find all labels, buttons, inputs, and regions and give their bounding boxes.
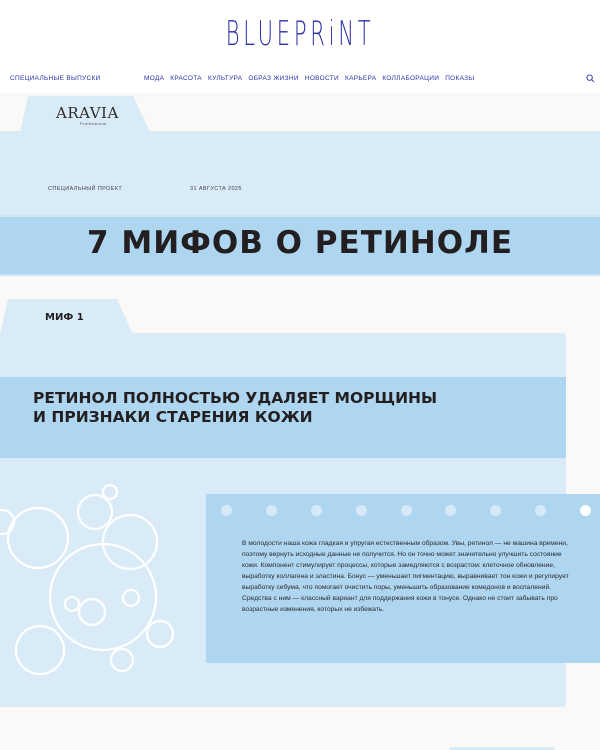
dot [221, 505, 232, 516]
myth-heading: РЕТИНОЛ ПОЛНОСТЬЮ УДАЛЯЕТ МОРЩИНЫ И ПРИЗНАКИ СТАРЕНИЯ КОЖИ [33, 389, 438, 426]
nav-item-career[interactable]: КАРЬЕРА [344, 75, 377, 82]
dot [266, 505, 277, 516]
nav-item-fashion[interactable]: МОДА [144, 75, 165, 82]
site-header [0, 0, 600, 93]
article-date: 31 АВГУСТА 2025 [190, 186, 242, 192]
nav-item-beauty[interactable]: КРАСОТА [170, 75, 202, 82]
nav-item-shows[interactable]: ПОКАЗЫ [445, 75, 475, 82]
site-logo[interactable]: BLUEPRiNT [225, 14, 375, 54]
nav-item-collaborations[interactable]: КОЛЛАБОРАЦИИ [382, 75, 440, 82]
nav-item-news[interactable]: НОВОСТИ [304, 75, 339, 82]
article-category: СПЕЦИАЛЬНЫЙ ПРОЕКТ [48, 186, 123, 192]
search-icon[interactable] [586, 74, 595, 83]
aravia-logo: ARAVIA [56, 104, 119, 122]
nav-special-issues[interactable]: СПЕЦИАЛЬНЫЕ ВЫПУСКИ [10, 75, 101, 82]
dot [445, 505, 456, 516]
myth-text-card [206, 494, 600, 663]
page-title: 7 МИФОВ О РЕТИНОЛЕ [86, 225, 514, 261]
nav-item-culture[interactable]: КУЛЬТУРА [207, 75, 243, 82]
myth-body: В молодости наша кожа гладкая и упругая естественным образом. Увы, ретинол — не машина времени, поэтому вернуть исходные данные не получится. Но он точно может значительно улучшить состояние кожи. Компонент стимулирует процессы, которые замедляются с возрастом: клеточное обновление, выработку коллагена и эластина. Бонус — уменьшает пигментацию, выравнивает тон кожи и регулирует выработку себума, что помогает очистить поры, уменьшить образование комедонов и воспалений. Средства с ним — классный вариант для поддержания кожи в тонусе. Однако не стоит забывать про возрастные изменения, которых не избежать. [242, 540, 569, 613]
molecule-bubbles-icon [0, 470, 210, 680]
aravia-logo-sub: Professional [80, 121, 107, 126]
dot [535, 505, 546, 516]
dot [580, 505, 591, 516]
notebook-dots [221, 505, 591, 516]
myth-label: МИФ 1 [45, 312, 84, 323]
main-nav [144, 75, 474, 82]
hero-section [0, 131, 600, 215]
nav-item-lifestyle[interactable]: ОБРАЗ ЖИЗНИ [248, 75, 299, 82]
dot [356, 505, 367, 516]
dot [311, 505, 322, 516]
dot [401, 505, 412, 516]
dot [490, 505, 501, 516]
